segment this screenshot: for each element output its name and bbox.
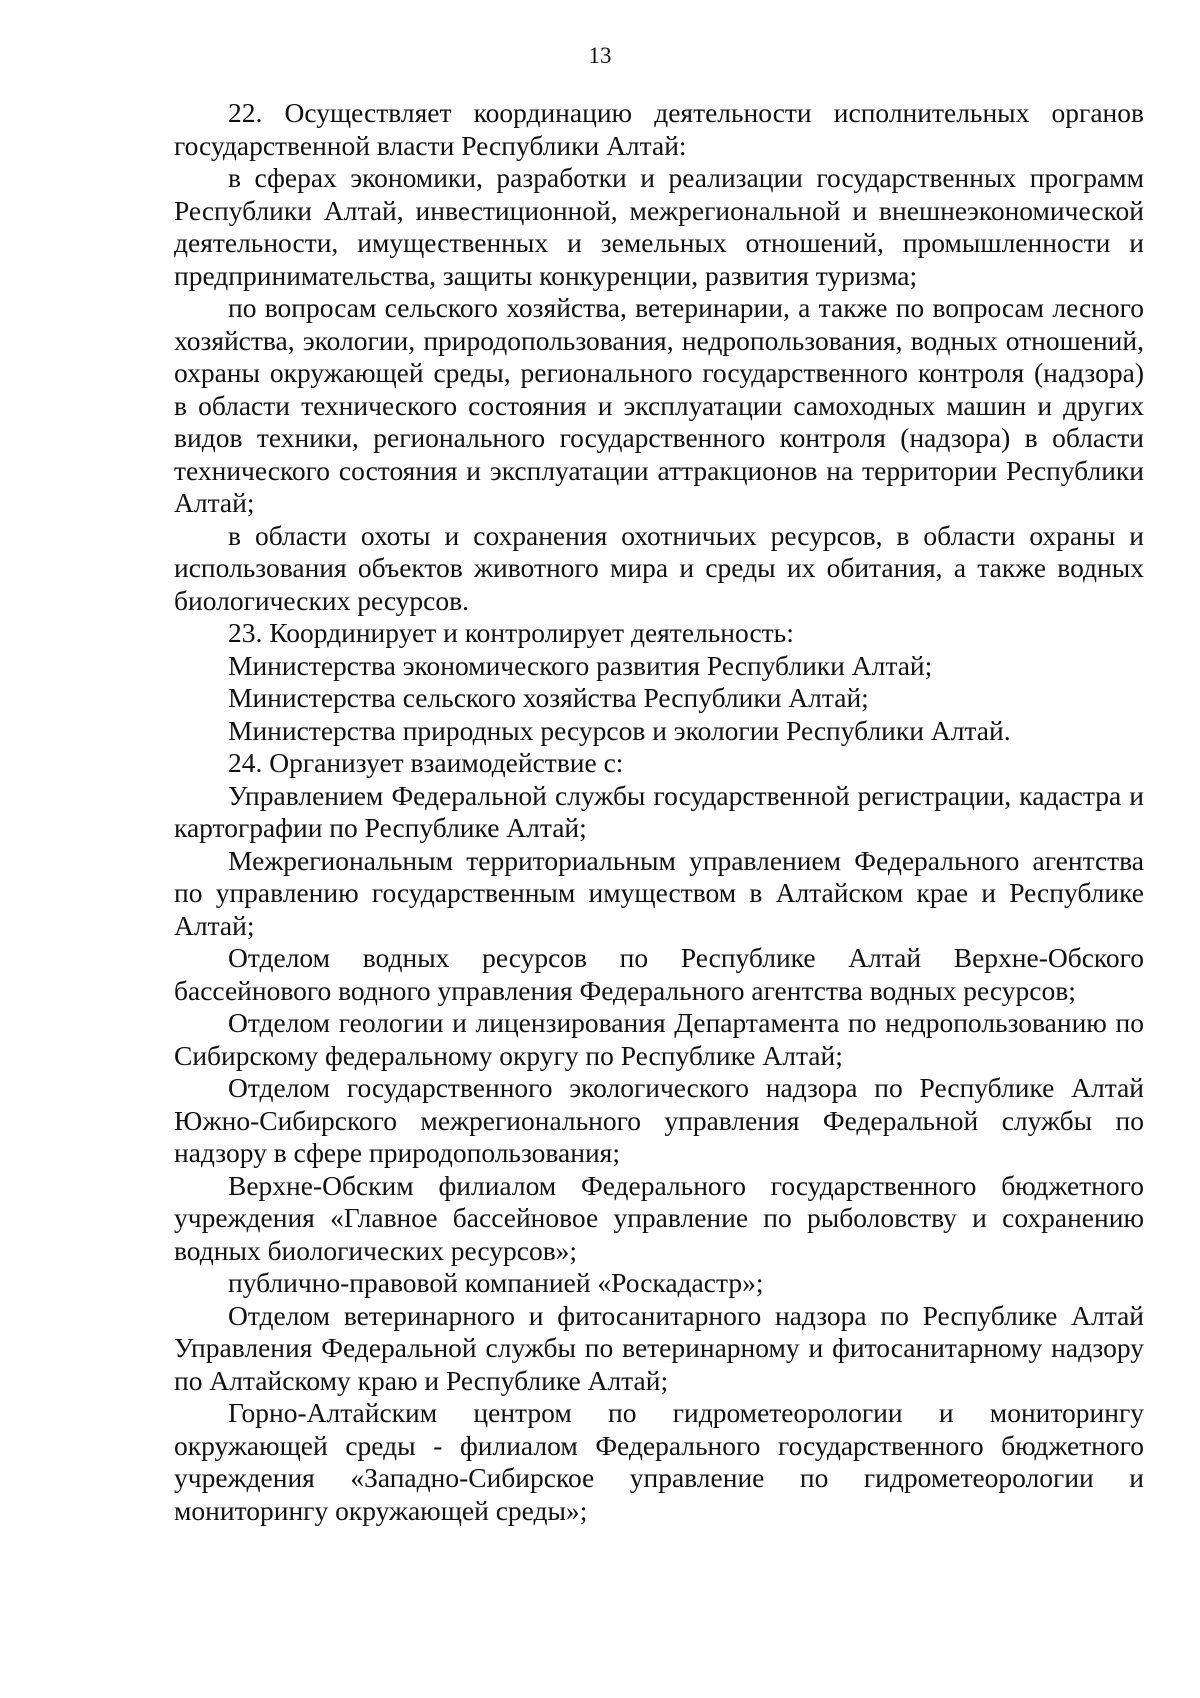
paragraph-23-heading: 23. Координирует и контролирует деятельность: xyxy=(228,617,794,648)
paragraph-24-geology: Отделом геологии и лицензирования Департамента по недропользованию по Сибирскому федеральному округу по Республике Алтай; xyxy=(174,1007,1144,1071)
paragraph-22-economy: в сферах экономики, разработки и реализации государственных программ Республики Алтай, инвестиционной, межрегиональной и внешнеэкономической деятельности, имущественных и земельных отношений, промышленности и предпринимательства, защиты конкуренции, развития туризма; xyxy=(174,162,1144,291)
paragraph-22-heading: 22. Осуществляет координацию деятельности исполнительных органов государственной власти Республики Алтай: xyxy=(174,97,1144,161)
paragraph-24-veterinary: Отделом ветеринарного и фитосанитарного надзора по Республике Алтай Управления Федеральной службы по ветеринарному и фитосанитарному надзору по Алтайскому краю и Республике Алтай; xyxy=(174,1299,1144,1396)
paragraph-24-property-agency: Межрегиональным территориальным управлением Федерального агентства по управлению государственным имуществом в Алтайском крае и Республике Алтай; xyxy=(174,844,1144,941)
paragraph-24-hydrometeorology: Горно-Алтайским центром по гидрометеорологии и мониторингу окружающей среды - филиалом Федерального государственного бюджетного учреждения «Западно-Сибирское управление по гидрометеорологии и мониторингу окружающей среды»; xyxy=(174,1397,1144,1526)
paragraph-23-ministry-natural-resources: Министерства природных ресурсов и экологии Республики Алтай. xyxy=(228,714,1011,746)
paragraph-24-rosreestr: Управлением Федеральной службы государственной регистрации, кадастра и картографии по Республике Алтай; xyxy=(174,779,1144,843)
paragraph-24-heading: 24. Организует взаимодействие с: xyxy=(228,747,624,778)
paragraph-24-ecology-supervision: Отделом государственного экологического надзора по Республике Алтай Южно-Сибирского межрегионального управления Федеральной службы по надзору в сфере природопользования; xyxy=(174,1072,1144,1168)
paragraph-24-fisheries: Верхне-Обским филиалом Федерального государственного бюджетного учреждения «Главное бассейновое управление по рыболовству и сохранению водных биологических ресурсов»; xyxy=(174,1169,1144,1266)
paragraph-24-water-resources: Отделом водных ресурсов по Республике Алтай Верхне-Обского бассейнового водного управления Федерального агентства водных ресурсов; xyxy=(174,942,1144,1006)
paragraph-23-ministry-agriculture: Министерства сельского хозяйства Республики Алтай; xyxy=(228,682,869,713)
paragraph-22-agriculture: по вопросам сельского хозяйства, ветеринарии, а также по вопросам лесного хозяйства, экологии, природопользования, недропользования, водных отношений, охраны окружающей среды, регионального государственного контроля (надзора) в области технического состояния и эксплуатации самоходных машин и других видов техники, регионального государственного контроля (надзора) в области технического состояния и эксплуатации аттракционов на территории Республики Алтай; xyxy=(174,292,1144,518)
document-body xyxy=(174,97,1144,1527)
paragraph-22-hunting: в области охоты и сохранения охотничьих ресурсов, в области охраны и использования объектов животного мира и среды их обитания, а также водных биологических ресурсов. xyxy=(174,519,1144,616)
paragraph-24-roskadastr: публично-правовой компанией «Роскадастр»; xyxy=(228,1267,764,1298)
page-number: 13 xyxy=(588,43,612,68)
paragraph-23-ministry-economy: Министерства экономического развития Республики Алтай; xyxy=(228,649,933,681)
